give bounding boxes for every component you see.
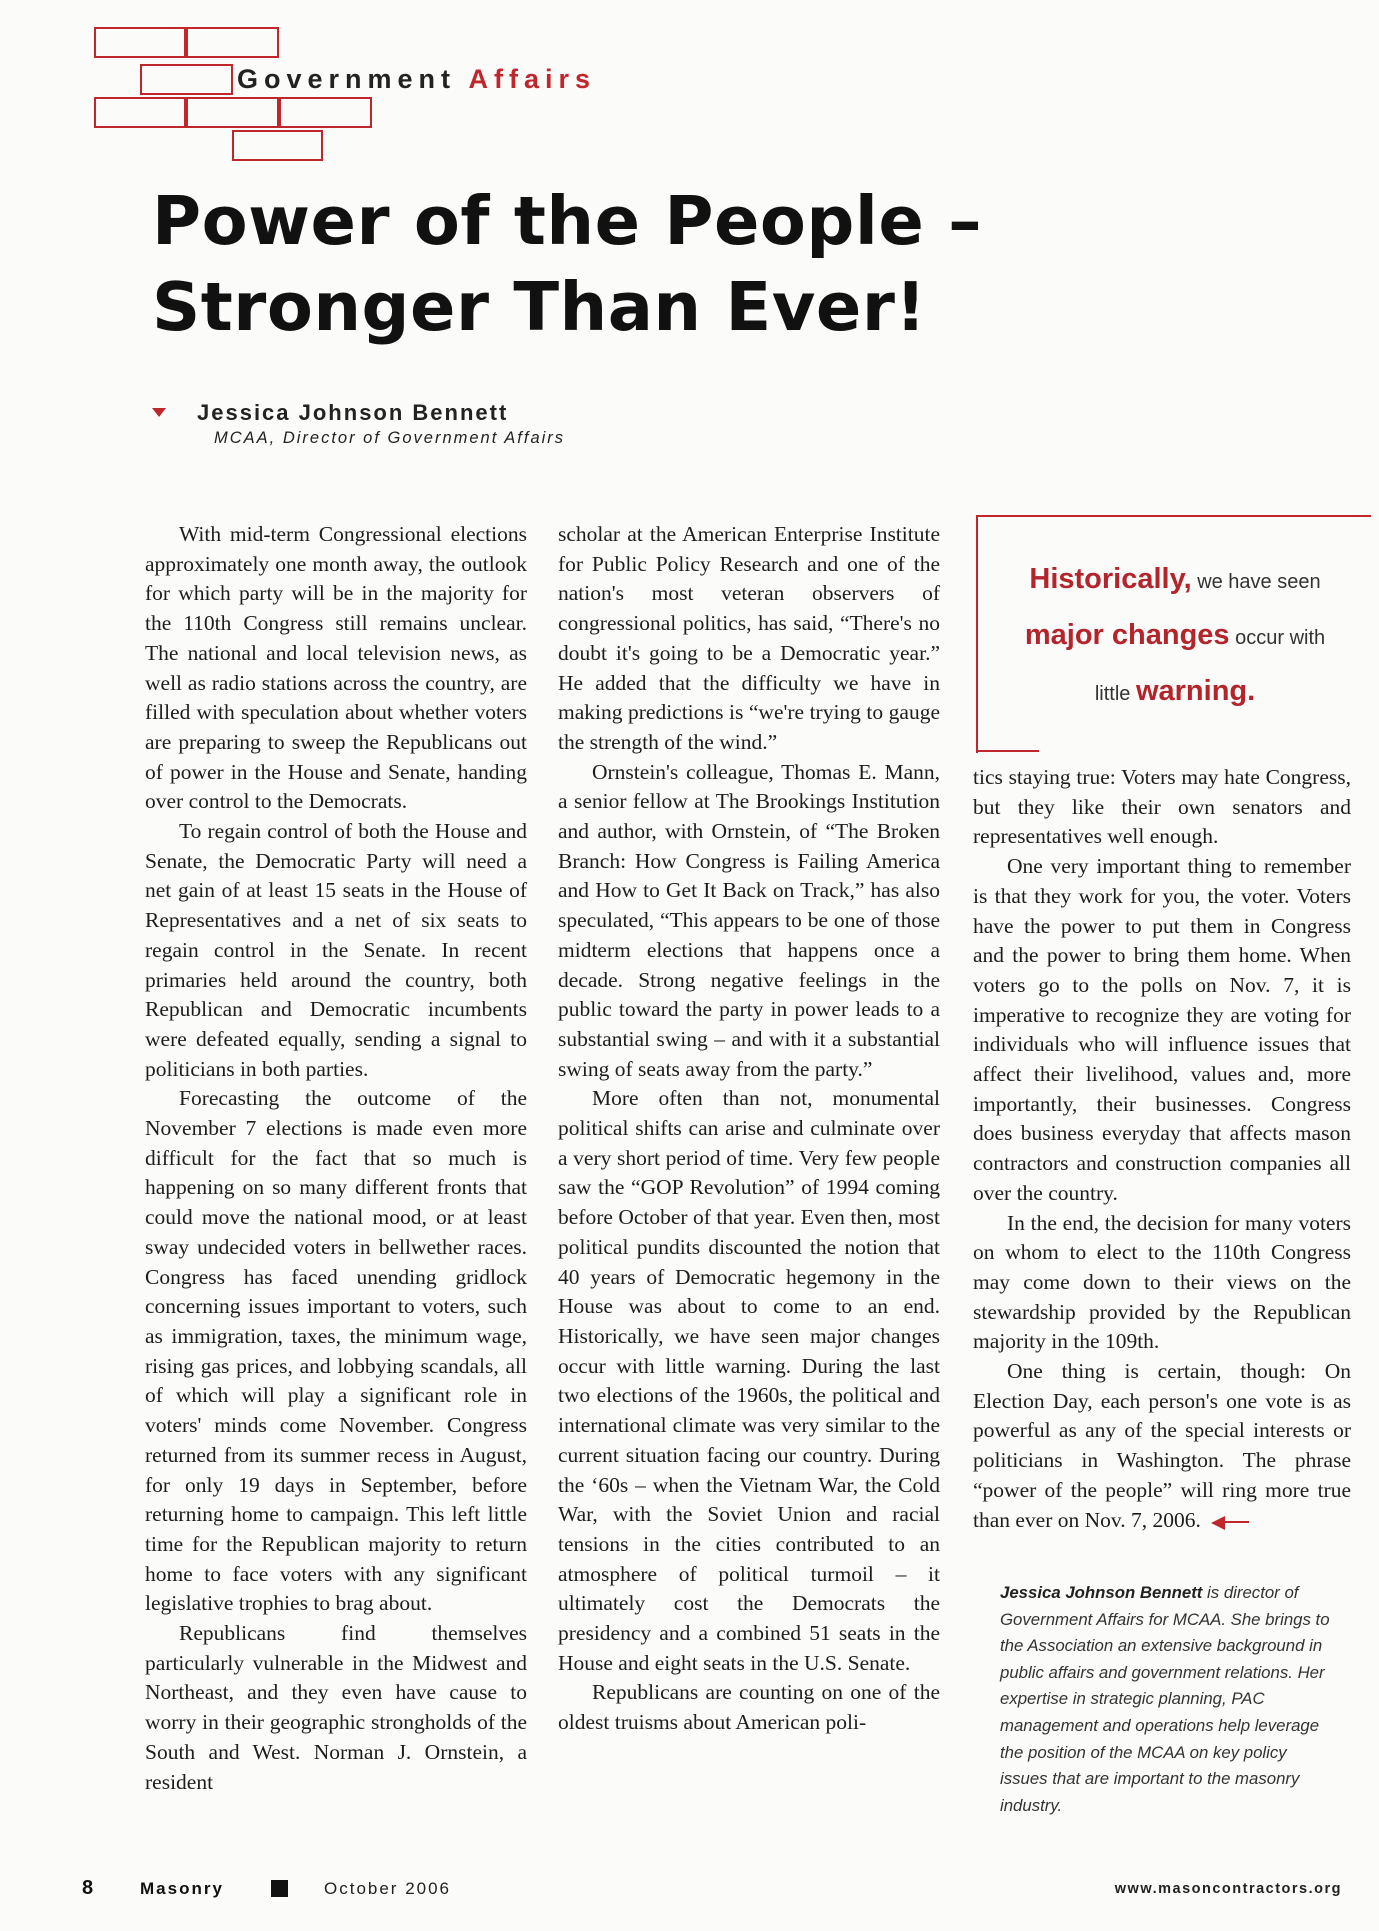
section-label	[237, 64, 596, 95]
brick	[140, 64, 233, 95]
pullquote-emphasis: major changes	[1024, 619, 1230, 651]
paragraph: In the end, the decision for many voters on whom to elect to the 110th Congress may come down to their views on the stewardship provided by the Republican majority in the 109th.	[973, 1210, 1351, 1354]
bio-author-name: Jessica Johnson Bennett	[1000, 1583, 1203, 1602]
paragraph: Ornstein's colleague, Thomas E. Mann, a senior fellow at The Brookings Institution and author, with Ornstein, of “The Broken Branch: How Congress is Failing America and How to Get It Back on Track,” has also speculated, “This appears to be one of those midterm elections that happens once a decade. Strong negative feelings in the public toward the party in power leads to a substantial swing – and with it a substantial swing of seats away from the party.”	[558, 759, 940, 1081]
paragraph: Republicans are counting on one of the oldest truisms about American poli-	[558, 1680, 940, 1735]
end-mark-icon	[1211, 1515, 1251, 1529]
page-number: 8	[82, 1877, 94, 1899]
brick	[232, 130, 323, 161]
website-url: www.masoncontractors.org	[1114, 1881, 1342, 1897]
section-label-accent: Affairs	[468, 64, 597, 94]
pullquote-emphasis: Historically,	[1029, 563, 1192, 595]
headline-line-1: Power of the People –	[152, 182, 983, 260]
headline	[152, 178, 1252, 350]
byline-arrow-icon	[152, 408, 166, 417]
article-column-3	[973, 763, 1351, 1535]
bio-text: is director of Government Affairs for MCAA. She brings to the Association an extensive background in public affairs and government relations. Her expertise in strategic planning, PAC management and operations help leverage the position of the MCAA on key policy issues that are important to the masonry industry.	[1000, 1583, 1330, 1815]
brick	[279, 97, 372, 128]
section-label-main: Government	[237, 64, 457, 94]
pullquote-text: we have seen	[1197, 571, 1321, 593]
pullquote	[990, 553, 1360, 721]
pullquote-frame-tail	[976, 750, 1039, 752]
author-role: MCAA, Director of Government Affairs	[214, 429, 566, 447]
headline-line-2: Stronger Than Ever!	[152, 268, 927, 346]
magazine-name: Masonry	[140, 1879, 224, 1898]
paragraph: tics staying true: Voters may hate Congress, but they like their own senators and representatives well enough.	[973, 765, 1351, 849]
paragraph: More often than not, monumental political shifts can arise and culminate over a very short period of time. Very few people saw the “GOP Revolution” of 1994 coming before October of that year. Even then, most political pundits discounted the notion that 40 years of Democratic hegemony in the House was about to come to an end. Historically, we have seen major changes occur with little warning. During the last two elections of the 1960s, the political and international climate was very similar to the current situation facing our country. During the ‘60s – when the Vietnam War, the Cold War, with the Soviet Union and racial tensions in the cities contributed to an atmosphere of political turmoil – it ultimately cost the Democrats the presidency and a combined 51 seats in the House and eight seats in the U.S. Senate.	[558, 1086, 940, 1675]
paragraph: To regain control of both the House and Senate, the Democratic Party will need a net gain of at least 15 seats in the House of Representatives and a net of six seats to regain control in the Senate. In recent primaries held around the country, both Republican and Democratic incumbents were defeated equally, sending a signal to politicians in both parties.	[145, 819, 527, 1081]
article-column-1	[145, 520, 527, 1797]
pullquote-emphasis: warning.	[1135, 675, 1256, 707]
paragraph: With mid-term Congressional elections approximately one month away, the outlook for which party will be in the majority for the 110th Congress still remains unclear. The national and local television news, as well as radio stations across the country, are filled with speculation about whether voters are preparing to sweep the Republicans out of power in the House and Senate, handing over control to the Democrats.	[145, 522, 527, 814]
brick	[186, 97, 279, 128]
paragraph: Republicans find themselves particularly vulnerable in the Midwest and Northeast, and they even have cause to worry in their geographic strongholds of the South and West. Norman J. Ornstein, a resident	[145, 1621, 527, 1794]
brick	[186, 27, 279, 58]
paragraph: One very important thing to remember is that they work for you, the voter. Voters have the power to put them in Congress and the power to bring them home. When voters go to the polls on Nov. 7, it is imperative to recognize they are voting for individuals who will influence issues that affect their livelihood, values and, more importantly, their businesses. Congress does business everyday that affects mason contractors and construction companies all over the country.	[973, 854, 1351, 1205]
pullquote-text: little	[1094, 683, 1131, 705]
paragraph: scholar at the American Enterprise Institute for Public Policy Research and one of the nation's most veteran observers of congressional politics, has said, “There's no doubt it's going to be a Democratic year.” He added that the difficulty we have in making predictions is “we're trying to gauge the strength of the wind.”	[558, 522, 940, 754]
brick	[94, 97, 186, 128]
paragraph: Forecasting the outcome of the November 7 elections is made even more difficult for the fact that so much is happening on so many different fronts that could move the national mood, or at least sway undecided voters in bellwether races. Congress has faced unending gridlock concerning issues important to voters, such as immigration, taxes, the minimum wage, rising gas prices, and lobbying scandals, all of which will play a significant role in voters' minds come November. Congress returned from its summer recess in August, for only 19 days in September, before returning home to campaign. This left little time for the Republican majority to return home to face voters with any significant legislative trophies to brag about.	[145, 1086, 527, 1616]
footer-square-icon	[271, 1880, 288, 1897]
article-column-2	[558, 520, 940, 1738]
closing-text: One thing is certain, though: On Election Day, each person's one vote is as powerful as any of the special interests or politicians in Washington. The phrase “power of the people” will ring more true than ever on Nov. 7, 2006.	[973, 1359, 1351, 1532]
issue-date: October 2006	[324, 1879, 452, 1898]
pullquote-text: occur with	[1235, 627, 1326, 649]
author-bio	[1000, 1580, 1330, 1819]
author-name: Jessica Johnson Bennett	[197, 400, 509, 425]
brick	[94, 27, 186, 58]
paragraph	[973, 1357, 1351, 1535]
